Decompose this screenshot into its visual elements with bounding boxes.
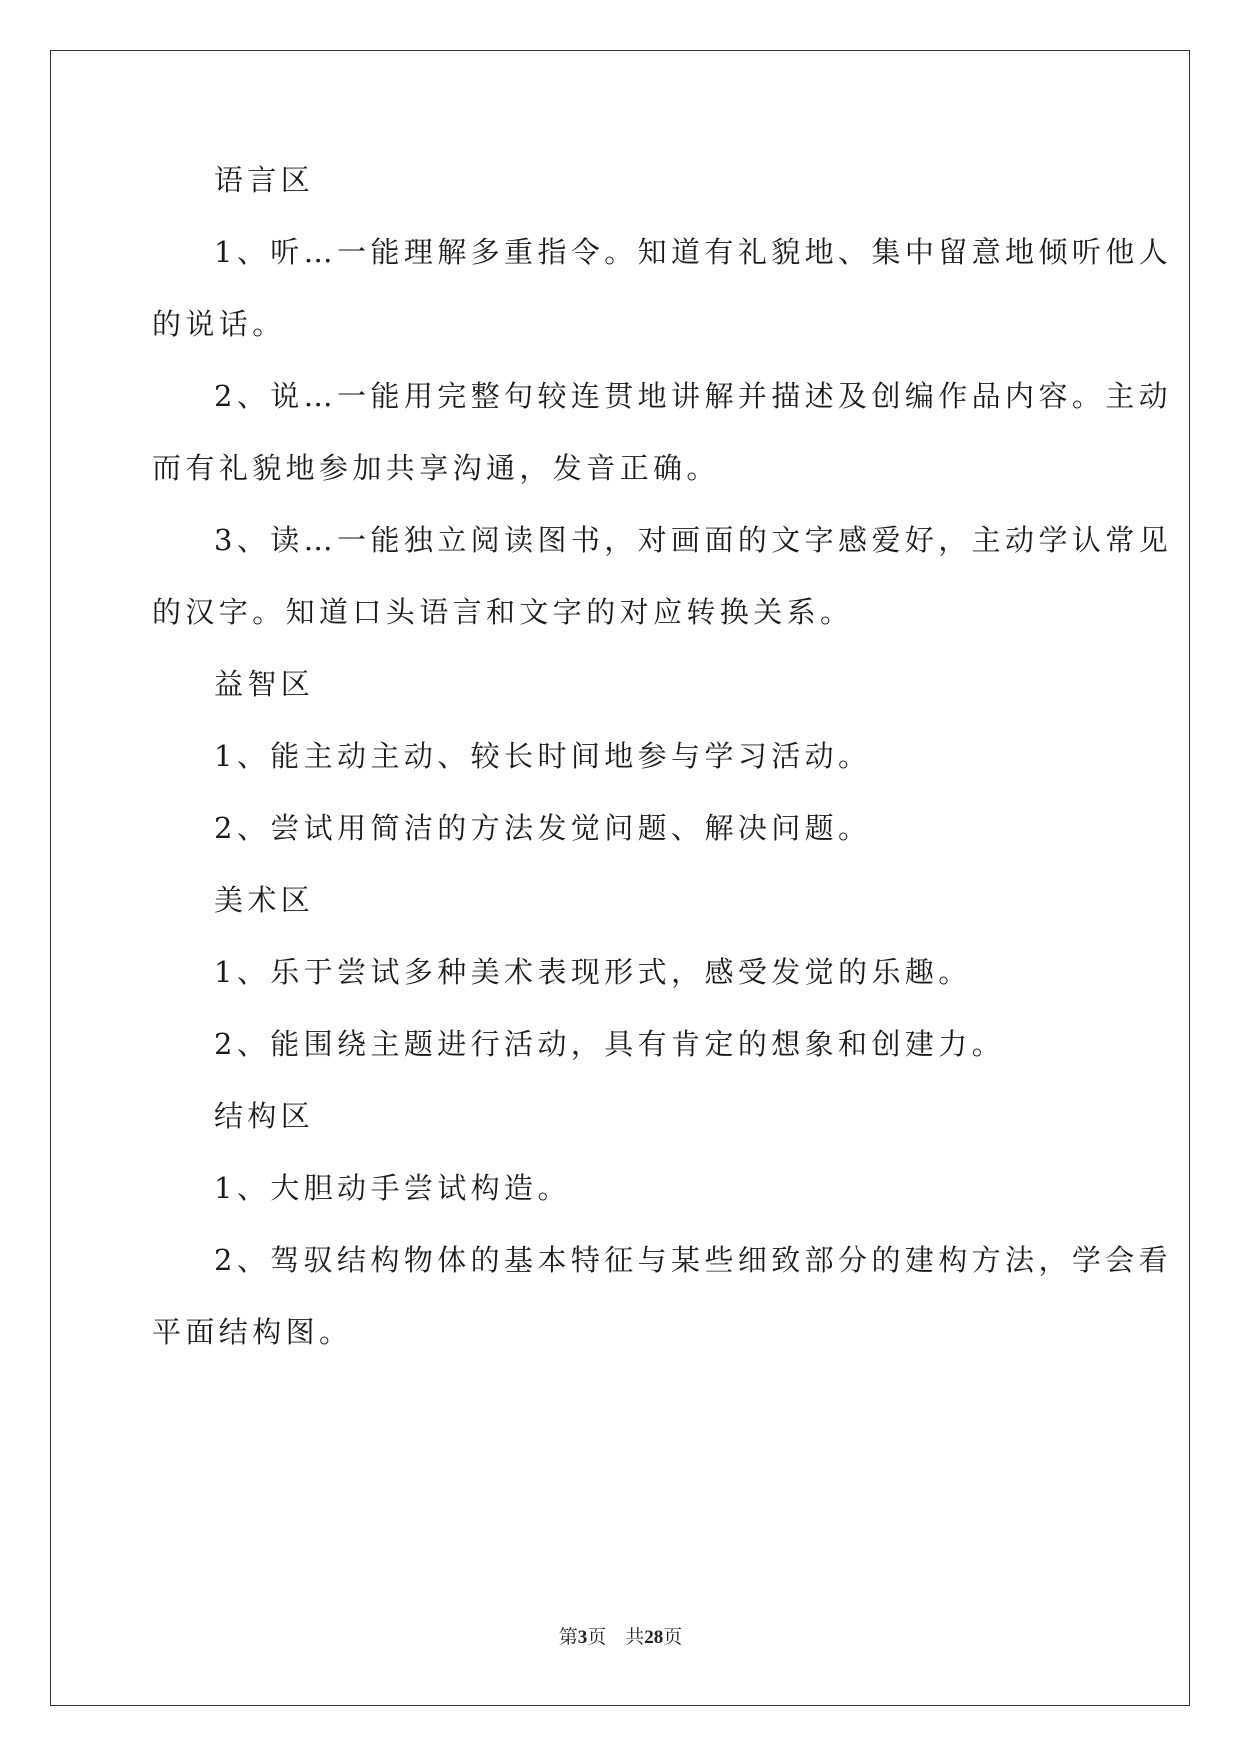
paragraph-line: 3、读…一能独立阅读图书，对画面的文字感爱好，主动学认常见 [214, 523, 1173, 557]
paragraph-line: 1、乐于尝试多种美术表现形式，感受发觉的乐趣。 [214, 955, 972, 989]
footer-total-prefix: 共 [625, 1627, 645, 1648]
paragraph-line: 的说话。 [152, 307, 286, 341]
footer-page-prefix: 第 [558, 1627, 578, 1648]
page-border [50, 50, 1190, 1706]
section-heading-art: 美术区 [214, 883, 315, 917]
paragraph-line: 1、大胆动手尝试构造。 [214, 1171, 571, 1205]
paragraph-line: 而有礼貌地参加共享沟通，发音正确。 [152, 451, 720, 485]
footer-page-suffix: 页 [587, 1627, 607, 1648]
paragraph-line: 1、能主动主动、较长时间地参与学习活动。 [214, 739, 872, 773]
section-heading-language: 语言区 [214, 163, 315, 197]
paragraph-line: 2、驾驭结构物体的基本特征与某些细致部分的建构方法，学会看 [214, 1243, 1173, 1277]
paragraph-line: 1、听…一能理解多重指令。知道有礼貌地、集中留意地倾听他人 [214, 235, 1173, 269]
paragraph-line: 的汉字。知道口头语言和文字的对应转换关系。 [152, 595, 854, 629]
paragraph-line: 2、能围绕主题进行活动，具有肯定的想象和创建力。 [214, 1027, 1006, 1061]
page-footer [0, 1622, 1241, 1649]
footer-page-number: 3 [577, 1627, 588, 1648]
paragraph-line: 2、说…一能用完整句较连贯地讲解并描述及创编作品内容。主动 [214, 379, 1173, 413]
footer-total-number: 28 [644, 1627, 664, 1648]
section-heading-construction: 结构区 [214, 1099, 315, 1133]
footer-total-suffix: 页 [663, 1627, 683, 1648]
section-heading-puzzle: 益智区 [214, 667, 315, 701]
paragraph-line: 2、尝试用简洁的方法发觉问题、解决问题。 [214, 811, 872, 845]
paragraph-line: 平面结构图。 [152, 1315, 353, 1349]
